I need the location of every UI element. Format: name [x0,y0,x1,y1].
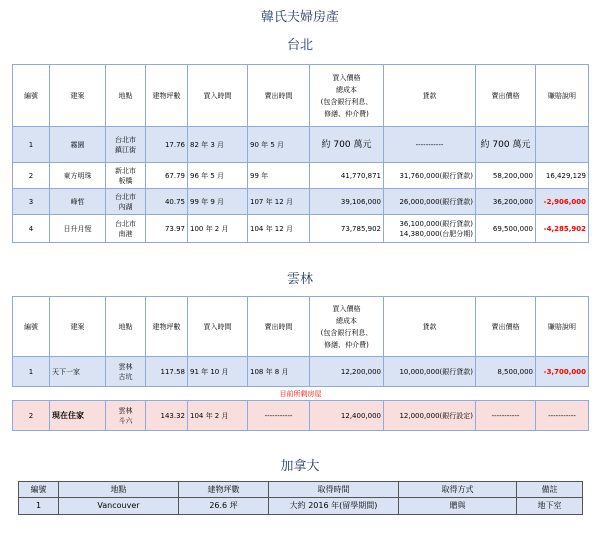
header-profit-loss: 賺賠說明 [536,65,589,127]
header-sell-time: 賣出時間 [248,297,310,357]
cell-cost: 41,770,871 [310,163,384,189]
cell-location: Vancouver [59,498,179,515]
cell-sell-time: ----------- [248,401,310,431]
cell-location: 新北市 板橋 [106,163,146,189]
header-area: 建物坪數 [179,482,269,498]
table-row [13,215,589,243]
header-area: 建物坪數 [146,65,188,127]
cell-sale-price: 58,200,000 [476,163,536,189]
cell-area: 40.75 [146,189,188,215]
cell-area: 17.76 [146,127,188,163]
cell-location: 台北市 鎮江街 [106,127,146,163]
table-row [19,498,583,515]
table-row [13,163,589,189]
cell-profit-loss: ----------- [536,401,589,431]
header-location: 地點 [106,65,146,127]
cell-loan: 31,760,000(銀行貸款) [384,163,476,189]
cell-no: 2 [13,401,50,431]
cell-area: 67.79 [146,163,188,189]
cell-cost: 約 700 萬元 [310,127,384,163]
header-project: 建案 [50,297,106,357]
cell-project: 東方明珠 [50,163,106,189]
page-title: 韓氏夫婦房產 [260,10,339,25]
header-cost: 買入價格 總成本 (包含銀行利息、 修繕、仲介費) [310,65,384,127]
cell-no: 1 [13,357,50,387]
cell-loan: 36,100,000(銀行貸款) 14,380,000(台肥分期) [384,215,476,243]
cell-no: 3 [13,189,50,215]
cell-location: 台北市 內湖 [106,189,146,215]
header-sale-price: 賣出價格 [476,297,536,357]
cell-cost: 39,106,000 [310,189,384,215]
cell-profit-loss: 16,429,129 [536,163,589,189]
yunlin-property-table [12,296,589,431]
cell-acquire-time: 大約 2016 年(留學期間) [269,498,399,515]
table-row [13,189,589,215]
cell-no: 2 [13,163,50,189]
cell-sale-price: 約 700 萬元 [476,127,536,163]
header-profit-loss: 賺賠說明 [536,297,589,357]
cell-no: 1 [13,127,50,163]
cell-sell-time: 108 年 8 月 [248,357,310,387]
cell-cost: 12,400,000 [310,401,384,431]
cell-project: 峰哲 [50,189,106,215]
table-row [13,401,589,431]
cell-sale-price: 69,500,000 [476,215,536,243]
cell-location: 雲林 斗六 [106,401,146,431]
table-header-row [19,482,583,498]
cell-acquire-method: 贈與 [399,498,517,515]
table-row [13,357,589,387]
cell-project: 霧園 [50,127,106,163]
cell-sell-time: 99 年 [248,163,310,189]
cell-project: 日升月恆 [50,215,106,243]
cell-project: 現在住家 [50,401,106,431]
header-loan: 貸款 [384,297,476,357]
cell-cost: 12,200,000 [310,357,384,387]
header-acquire-time: 取得時間 [269,482,399,498]
header-loan: 貸款 [384,65,476,127]
cell-remark: 地下室 [517,498,583,515]
cell-buy-time: 104 年 2 月 [188,401,248,431]
cell-cost: 73,785,902 [310,215,384,243]
cell-no: 1 [19,498,59,515]
cell-location: 台北市 南港 [106,215,146,243]
cell-no: 4 [13,215,50,243]
cell-sale-price: 8,500,000 [476,357,536,387]
cell-profit-loss: -3,700,000 [536,357,589,387]
table-header-row [13,65,589,127]
cell-project: 天下一家 [50,357,106,387]
table-header-row [13,297,589,357]
cell-buy-time: 99 年 9 月 [188,189,248,215]
canada-property-table [18,481,583,515]
cell-buy-time: 96 年 5 月 [188,163,248,189]
cell-loan: 12,000,000(銀行設定) [384,401,476,431]
header-project: 建案 [50,65,106,127]
taipei-property-table [12,64,589,243]
cell-buy-time: 100 年 2 月 [188,215,248,243]
cell-sale-price: ----------- [476,401,536,431]
cell-loan: ----------- [384,127,476,163]
cell-profit-loss [536,127,589,163]
header-location: 地點 [59,482,179,498]
cell-location: 雲林 古坑 [106,357,146,387]
cell-area: 73.97 [146,215,188,243]
header-buy-time: 買入時間 [188,65,248,127]
header-sale-price: 賣出價格 [476,65,536,127]
section-heading-yunlin: 雲林 [286,272,313,287]
table-row [13,127,589,163]
header-area: 建物坪數 [146,297,188,357]
cell-sell-time: 107 年 12 月 [248,189,310,215]
header-location: 地點 [106,297,146,357]
header-cost: 買入價格 總成本 (包含銀行利息、 修繕、仲介費) [310,297,384,357]
header-no: 編號 [13,65,50,127]
section-heading-canada: 加拿大 [280,459,320,474]
cell-sell-time: 104 年 12 月 [248,215,310,243]
cell-buy-time: 91 年 10 月 [188,357,248,387]
remaining-houses-note: 目前所剩房屋 [13,387,589,401]
header-no: 編號 [13,297,50,357]
cell-loan: 10,000,000(銀行貸款) [384,357,476,387]
cell-sell-time: 90 年 5 月 [248,127,310,163]
cell-sale-price: 36,200,000 [476,189,536,215]
header-no: 編號 [19,482,59,498]
section-heading-taipei: 台北 [286,38,313,53]
cell-profit-loss: -4,285,902 [536,215,589,243]
header-buy-time: 買入時間 [188,297,248,357]
cell-loan: 26,000,000(銀行貸款) [384,189,476,215]
cell-profit-loss: -2,906,000 [536,189,589,215]
cell-buy-time: 82 年 3 月 [188,127,248,163]
header-acquire-method: 取得方式 [399,482,517,498]
cell-area: 143.32 [146,401,188,431]
cell-area: 26.6 坪 [179,498,269,515]
header-sell-time: 賣出時間 [248,65,310,127]
header-remark: 備註 [517,482,583,498]
cell-area: 117.58 [146,357,188,387]
note-row [13,387,589,401]
